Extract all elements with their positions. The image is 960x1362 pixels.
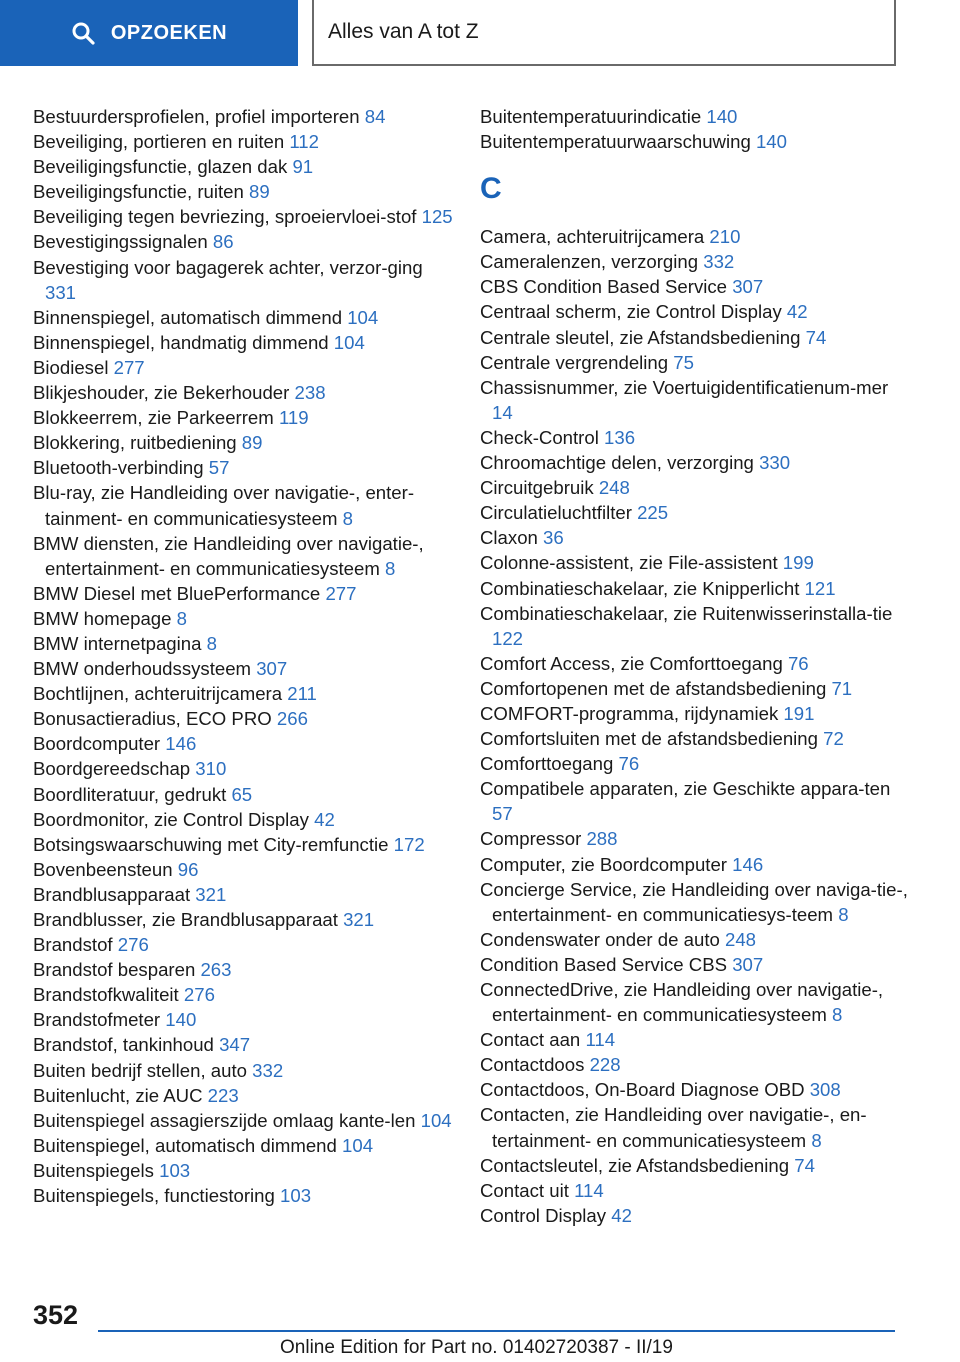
page-link[interactable]: 36 [543, 527, 564, 549]
page-link[interactable]: 84 [364, 106, 386, 127]
index-entry-text: Buitenlucht, zie AUC [33, 1084, 208, 1106]
index-entry-text: Blikjeshouder, zie Bekerhouder [33, 382, 295, 404]
index-entry-text: Blokkeerrem, zie Parkeerrem [33, 407, 279, 429]
index-entry-text: Combinatieschakelaar, zie Ruitenwisserinstalla-tie [480, 602, 893, 624]
index-entry-text: Condition Based Service CBS [480, 953, 733, 975]
page-link[interactable]: 210 [709, 226, 741, 248]
page-link[interactable]: 211 [287, 683, 317, 705]
index-entry [33, 807, 453, 832]
index-entry-text: Contactdoos [480, 1054, 590, 1076]
index-column-right [480, 104, 910, 1228]
page-link[interactable]: 191 [783, 702, 815, 724]
page-link[interactable]: 74 [805, 326, 827, 348]
page-link[interactable]: 103 [280, 1185, 312, 1207]
index-entry [480, 701, 910, 726]
index-entry [33, 531, 453, 581]
index-entry-text: Brandstofkwaliteit [33, 984, 184, 1006]
page-link[interactable]: 140 [706, 106, 738, 127]
index-entry [33, 154, 453, 179]
index-entry [33, 1133, 453, 1158]
page-link[interactable]: 114 [585, 1029, 616, 1051]
page-link[interactable]: 76 [618, 753, 640, 775]
index-entry-text: Binnenspiegel, automatisch dimmend [33, 306, 348, 328]
index-entry-text: Boordcomputer [33, 733, 166, 755]
page-link[interactable]: 332 [703, 251, 735, 273]
page-link[interactable]: 8 [206, 632, 217, 654]
index-entry-text: COMFORT-programma, rijdynamiek [480, 702, 784, 724]
index-entry [33, 756, 453, 781]
search-label: OPZOEKEN [110, 21, 228, 44]
index-entry [33, 430, 453, 455]
page-link[interactable]: 42 [786, 301, 808, 323]
page-link[interactable]: 104 [347, 306, 379, 328]
index-entry-text: Chassisnummer, zie Voertuigidentificatienum-mer [480, 376, 889, 398]
index-entry [480, 500, 910, 525]
page-link[interactable]: 121 [804, 577, 836, 599]
index-entry-text: Comfort Access, zie Comforttoegang [480, 652, 788, 674]
page-link[interactable]: 331 [45, 281, 77, 303]
index-entry [33, 330, 453, 355]
index-entry-text: Colonne-assistent, zie File-assistent [480, 552, 783, 574]
page-link[interactable]: 310 [195, 758, 227, 780]
page-link[interactable]: 89 [249, 181, 270, 203]
index-entry-text: Concierge Service, zie Handleiding over naviga-tie-, entertainment- en communicatiesys-teem [480, 878, 908, 925]
index-entry-text: BMW homepage [33, 607, 177, 629]
index-entry [33, 405, 453, 430]
index-entry [33, 1058, 453, 1083]
index-entry [33, 681, 453, 706]
index-entry [480, 877, 910, 927]
page-link[interactable]: 103 [159, 1159, 191, 1181]
page-link[interactable]: 42 [314, 808, 335, 830]
index-entry [480, 1052, 910, 1077]
index-entry [33, 1183, 453, 1208]
index-entry [480, 676, 910, 701]
index-entry [33, 129, 453, 154]
page-link[interactable]: 332 [252, 1059, 284, 1081]
index-entry-text: Buiten bedrijf stellen, auto [33, 1059, 253, 1081]
index-entry [33, 255, 453, 305]
index-entry [480, 104, 910, 129]
index-entry [33, 932, 453, 957]
page-link[interactable]: 42 [611, 1204, 632, 1226]
index-entry-text: BMW internetpagina [33, 632, 207, 654]
index-entry [480, 425, 910, 450]
index-entry [33, 380, 453, 405]
index-entry-text: Contactsleutel, zie Afstandsbediening [480, 1154, 795, 1176]
index-entry-text: Circuitgebruik [480, 477, 599, 499]
page-link[interactable]: 8 [176, 607, 187, 629]
page-link[interactable]: 347 [219, 1034, 251, 1056]
edition-note: Online Edition for Part no. 01402720387 - II/19 [280, 1337, 673, 1358]
page-link[interactable]: 228 [589, 1054, 621, 1076]
index-entry [33, 882, 453, 907]
page-link[interactable]: 96 [177, 858, 199, 880]
page-link[interactable]: 199 [782, 552, 814, 574]
header [0, 0, 960, 66]
page-link[interactable]: 8 [342, 507, 353, 529]
index-entry-text: Brandstof besparen [33, 959, 201, 981]
index-entry [480, 651, 910, 676]
index-entry [33, 631, 453, 656]
index-entry [33, 1032, 453, 1057]
page-link[interactable]: 122 [492, 627, 524, 649]
index-entry [33, 957, 453, 982]
index-entry-text: Buitentemperatuurindicatie [480, 106, 707, 127]
index-entry-text: Brandstof [33, 934, 118, 956]
page-link[interactable]: 146 [165, 733, 197, 755]
index-entry [480, 1203, 910, 1228]
page-link[interactable]: 8 [385, 557, 396, 579]
index-entry [33, 104, 453, 129]
index-list-right-top [480, 104, 910, 154]
page-link[interactable]: 136 [604, 426, 636, 448]
page-link[interactable]: 140 [755, 131, 787, 153]
index-entry [480, 450, 910, 475]
index-entry-text: Buitenspiegel assagierszijde omlaag kante-len [33, 1109, 421, 1131]
page-link[interactable]: 76 [787, 652, 809, 674]
index-entry-text: Beveiligingsfunctie, ruiten [33, 181, 250, 203]
page-link[interactable]: 223 [207, 1084, 239, 1106]
page-link[interactable]: 276 [183, 984, 215, 1006]
index-entry [33, 982, 453, 1007]
index-list-right [480, 224, 910, 1228]
index-entry-text: Blokkering, ruitbediening [33, 432, 242, 454]
index-entry [480, 129, 910, 154]
page-link[interactable]: 238 [294, 382, 326, 404]
index-entry-text: Beveiligingsfunctie, glazen dak [33, 156, 293, 178]
section-letter: C [480, 172, 502, 206]
index-entry [480, 375, 910, 425]
index-entry [33, 731, 453, 756]
index-entry-text: Buitenspiegel, automatisch dimmend [33, 1134, 343, 1156]
page-title-text: Alles van A tot Z [328, 20, 479, 43]
index-entry-text: Centraal scherm, zie Control Display [480, 301, 787, 323]
index-entry-text: Centrale sleutel, zie Afstandsbediening [480, 326, 806, 348]
index-entry [33, 1158, 453, 1183]
index-entry [33, 581, 453, 606]
index-entry-text: CBS Condition Based Service [480, 276, 733, 298]
page-link[interactable]: 307 [732, 953, 764, 975]
index-entry-text: Brandstof, tankinhoud [33, 1034, 220, 1056]
index-entry [480, 927, 910, 952]
index-entry-text: Bochtlijnen, achteruitrijcamera [33, 683, 288, 705]
index-entry-text: Boordgereedschap [33, 758, 196, 780]
index-entry-text: Beveiliging tegen bevriezing, sproeiervloei-stof [33, 206, 422, 228]
index-entry-text: Contacten, zie Handleiding over navigatie-, en-tertainment- en communicatiesysteem [480, 1104, 867, 1151]
index-entry [33, 229, 453, 254]
index-entry-text: Comfortopenen met de afstandsbediening [480, 677, 832, 699]
index-entry [33, 606, 453, 631]
page-link[interactable]: 119 [278, 407, 309, 429]
page-link[interactable]: 330 [759, 452, 791, 474]
search-button[interactable] [0, 0, 298, 66]
index-entry [33, 1007, 453, 1032]
page-link[interactable]: 71 [831, 677, 853, 699]
index-entry-text: Buitenspiegels, functiestoring [33, 1185, 281, 1207]
index-entry-text: Bevestigingssignalen [33, 231, 213, 253]
page-link[interactable]: 89 [241, 432, 263, 454]
index-entry-text: Bevestiging voor bagagerek achter, verzor-ging [33, 256, 423, 278]
page-link[interactable]: 75 [673, 351, 694, 373]
index-entry [480, 776, 910, 826]
index-entry-text: Condenswater onder de auto [480, 928, 725, 950]
page-link[interactable]: 112 [289, 131, 319, 153]
page-link[interactable]: 57 [492, 803, 513, 825]
page-link[interactable]: 91 [292, 156, 314, 178]
search-icon [71, 21, 95, 45]
index-entry-text: Check-Control [480, 426, 605, 448]
index-column-left [33, 104, 453, 1208]
index-entry-text: Biodiesel [33, 356, 114, 378]
index-entry [480, 249, 910, 274]
index-entry-text: Centrale vergrendeling [480, 351, 674, 373]
page-link[interactable]: 307 [732, 276, 764, 298]
index-entry-text: Boordmonitor, zie Control Display [33, 808, 315, 830]
page-link[interactable]: 288 [586, 828, 618, 850]
index-entry [33, 355, 453, 380]
index-entry-text: Brandblusser, zie Brandblusapparaat [33, 909, 344, 930]
index-list-left [33, 104, 453, 1208]
index-entry-text: Brandblusapparaat [33, 883, 196, 905]
page-link[interactable]: 263 [200, 959, 232, 981]
index-entry-text: Binnenspiegel, handmatig dimmend [33, 331, 334, 353]
index-entry [480, 475, 910, 500]
index-entry [33, 782, 453, 807]
index-entry-text: Beveiliging, portieren en ruiten [33, 131, 290, 153]
index-entry [480, 852, 910, 877]
index-entry [480, 977, 910, 1027]
page-link[interactable]: 308 [809, 1079, 841, 1101]
index-entry-text: Contactdoos, On-Board Diagnose OBD [480, 1079, 810, 1101]
index-entry-text: Comfortsluiten met de afstandsbediening [480, 728, 824, 750]
index-entry [33, 1083, 453, 1108]
index-entry [480, 576, 910, 601]
page-link[interactable]: 65 [231, 783, 253, 805]
index-entry-text: Control Display [480, 1204, 612, 1226]
page-link[interactable]: 8 [832, 1004, 843, 1026]
page-link[interactable]: 57 [208, 457, 230, 479]
page-link[interactable]: 104 [333, 331, 365, 353]
page-link[interactable]: 104 [420, 1109, 452, 1131]
index-entry [33, 832, 453, 857]
index-entry [33, 706, 453, 731]
page-link[interactable]: 321 [343, 909, 375, 930]
page-link[interactable]: 225 [637, 502, 669, 524]
page-number: 352 [33, 1300, 79, 1330]
index-entry-text: BMW diensten, zie Handleiding over navigatie-, entertainment- en communicatiesysteem [33, 532, 424, 579]
index-entry [480, 1102, 910, 1152]
index-entry [480, 726, 910, 751]
page-link[interactable]: 276 [117, 934, 149, 956]
index-entry [480, 826, 910, 851]
index-entry [33, 480, 453, 530]
page-link[interactable]: 266 [276, 708, 308, 730]
index-entry [480, 274, 910, 299]
page-link[interactable]: 114 [574, 1179, 604, 1201]
page-link[interactable]: 307 [256, 658, 288, 680]
index-entry-text: ConnectedDrive, zie Handleiding over navigatie-, entertainment- en communicatiesysteem [480, 979, 884, 1026]
page-link[interactable]: 146 [732, 853, 764, 875]
index-entry [33, 857, 453, 882]
index-entry-text: Comforttoegang [480, 753, 619, 775]
page-title [312, 0, 896, 66]
page-link[interactable]: 172 [393, 833, 425, 855]
index-entry-text: BMW onderhoudssysteem [33, 658, 257, 680]
index-entry [480, 224, 910, 249]
index-entry [480, 350, 910, 375]
index-entry [480, 751, 910, 776]
page-link[interactable]: 277 [113, 356, 145, 378]
index-entry [480, 525, 910, 550]
index-entry-text: Botsingswaarschuwing met City-remfunctie [33, 833, 394, 855]
index-entry-text: Bestuurdersprofielen, profiel importeren [33, 106, 365, 127]
index-entry-text: Claxon [480, 527, 544, 549]
page-link[interactable]: 14 [492, 401, 513, 423]
index-entry [480, 1153, 910, 1178]
index-entry [33, 179, 453, 204]
page-link[interactable]: 248 [725, 928, 757, 950]
index-entry [480, 1178, 910, 1203]
index-entry-text: Camera, achteruitrijcamera [480, 226, 710, 248]
index-entry-text: Bovenbeensteun [33, 858, 178, 880]
index-entry-text: BMW Diesel met BluePerformance [33, 582, 326, 604]
index-entry-text: Buitenspiegels [33, 1159, 160, 1181]
index-entry [480, 325, 910, 350]
index-entry-text: Contact uit [480, 1179, 575, 1201]
index-entry-text: Bluetooth-verbinding [33, 457, 209, 479]
index-entry [33, 204, 453, 229]
index-entry [33, 455, 453, 480]
page-link[interactable]: 248 [598, 477, 630, 499]
index-entry-text: Bonusactieradius, ECO PRO [33, 708, 277, 730]
index-entry-text: Circulatieluchtfilter [480, 502, 638, 524]
index-entry [480, 601, 910, 651]
index-entry-text: Combinatieschakelaar, zie Knipperlicht [480, 577, 805, 599]
index-entry [33, 1108, 453, 1133]
index-entry [33, 907, 453, 932]
index-entry-text: Brandstofmeter [33, 1009, 166, 1031]
page-link[interactable]: 104 [342, 1134, 374, 1156]
index-entry-text: Boordliteratuur, gedrukt [33, 783, 232, 805]
page-link[interactable]: 125 [421, 206, 453, 228]
index-entry-text: Computer, zie Boordcomputer [480, 853, 733, 875]
page-link[interactable]: 8 [811, 1129, 822, 1151]
index-entry [33, 305, 453, 330]
index-entry [33, 656, 453, 681]
page-link[interactable]: 140 [165, 1009, 197, 1031]
index-entry-text: Cameralenzen, verzorging [480, 251, 704, 273]
index-entry [480, 1077, 910, 1102]
index-entry-text: Contact aan [480, 1029, 586, 1051]
index-entry [480, 550, 910, 575]
page-link[interactable]: 277 [325, 582, 357, 604]
footer-divider [98, 1330, 895, 1332]
index-entry [480, 299, 910, 324]
index-entry-text: Compatibele apparaten, zie Geschikte appara-ten [480, 778, 891, 800]
index-entry [480, 1027, 910, 1052]
index-entry-text: Chroomachtige delen, verzorging [480, 452, 760, 474]
page-link[interactable]: 8 [838, 903, 849, 925]
page-link[interactable]: 321 [195, 883, 227, 905]
index-entry [480, 952, 910, 977]
index-entry-text: Compressor [480, 828, 587, 850]
index-entry-text: Buitentemperatuurwaarschuwing [480, 131, 756, 153]
page-link[interactable]: 86 [212, 231, 234, 253]
index-entry-text: Blu-ray, zie Handleiding over navigatie-, enter-tainment- en communicatiesysteem [33, 482, 415, 529]
page-link[interactable]: 72 [823, 728, 844, 750]
page-link[interactable]: 74 [794, 1154, 815, 1176]
